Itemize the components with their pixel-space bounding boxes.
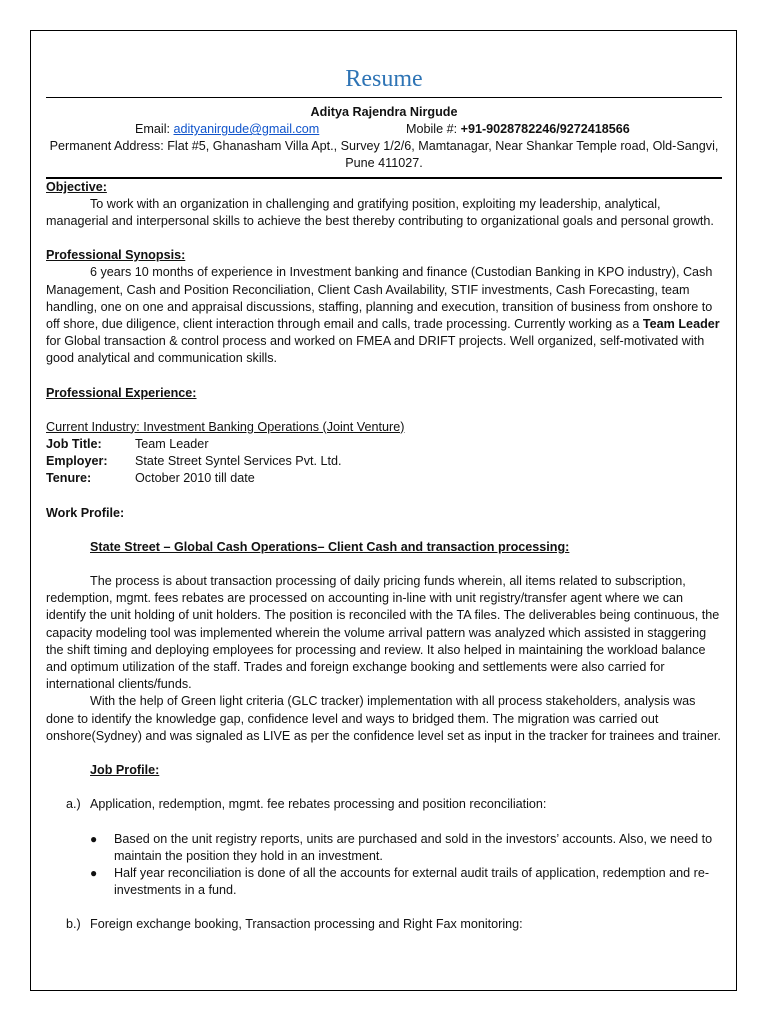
work-profile-paragraph-1: The process is about transaction processing of daily pricing funds wherein, all items related to subscription, redemption, mgmt. fees rebates are processed on accounting in-line with unit registry/transfer agent where we can identify the unit holding of unit holders. The position is reconciled with the TA files. The deliverables being continuous, the capacity modeling tool was implemented wherein the volume arrival pattern was analyzed which assisted in staggering the shift timing and deploying employees for processing and review. It also helped in maintaining the workload balance and optimum utilization of the staff. Trades and foreign exchange booking and settlements were also carried for international clients/funds. <box>46 574 720 692</box>
email-label: Email: <box>135 122 174 137</box>
email-link[interactable]: adityanirgude@gmail.com <box>173 122 320 137</box>
work-profile-heading: Work Profile: <box>46 505 125 520</box>
mobile-number: +91-9028782246/9272418566 <box>460 122 630 137</box>
mobile-block <box>406 121 630 138</box>
synopsis-heading: Professional Synopsis: <box>46 248 186 263</box>
mobile-label: Mobile #: <box>406 122 461 137</box>
job-title-label: Job Title: <box>46 437 102 452</box>
current-industry: Current Industry: Investment Banking Operations (Joint Venture) <box>46 419 405 434</box>
job-title-row <box>46 436 722 453</box>
tenure-label: Tenure: <box>46 471 92 486</box>
employer-value: State Street Syntel Services Pvt. Ltd. <box>135 454 342 469</box>
title-divider <box>46 97 722 98</box>
resume-document <box>46 64 722 934</box>
contact-line <box>46 121 722 138</box>
employer-label: Employer: <box>46 454 108 469</box>
objective-heading: Objective: <box>46 179 107 194</box>
item-b-marker: b.) <box>66 917 81 932</box>
synopsis-text <box>46 264 722 367</box>
item-a-marker: a.) <box>66 797 81 812</box>
bullet-text: Half year reconciliation is done of all the accounts for external audit trails of application, redemption and re-investments in a fund. <box>114 865 710 898</box>
bullet-icon: ● <box>90 831 98 846</box>
tenure-row <box>46 470 722 487</box>
job-title-value: Team Leader <box>135 437 209 452</box>
synopsis-role-highlight: Team Leader <box>642 317 720 332</box>
page-title: Resume <box>345 66 423 92</box>
tenure-value: October 2010 till date <box>135 471 255 486</box>
job-profile-item-a <box>66 796 722 813</box>
objective-text: To work with an organization in challenging and gratifying position, exploiting my leadership, analytical, managerial and interpersonal skills to achieve the best thereby contributing to organizational goals and personal growth. <box>46 196 714 229</box>
job-profile-heading: Job Profile: <box>90 763 160 778</box>
candidate-name: Aditya Rajendra Nirgude <box>310 105 458 119</box>
address-line-2: Pune 411027. <box>345 156 423 171</box>
work-profile-paragraph-2: With the help of Green light criteria (GLC tracker) implementation with all process stakeholders, analysis was done to identify the knowledge gap, confidence level and ways to bridged them. The migration was carried out onshore(Sydney) and was signaled as LIVE as per the confidence level set as input in the tracker for trainees and trainer. <box>46 694 721 743</box>
list-item <box>90 831 722 865</box>
job-profile-item-b <box>66 916 722 933</box>
employer-row <box>46 453 722 470</box>
item-a-text: Application, redemption, mgmt. fee rebates processing and position reconciliation: <box>90 797 547 812</box>
list-item <box>90 865 722 899</box>
synopsis-text-part-1: 6 years 10 months of experience in Investment banking and finance (Custodian Banking in KPO industry), Cash Management, Cash and Position Reconciliation, Client Cash Availability, STIF investments, Cash Forecasting, team handling, one on one and appraisal discussions, staffing, planning and execution, transition of business from onshore to off shore, due diligence, client interaction through email and calls, trade processing. Currently working as a <box>46 265 713 332</box>
synopsis-text-part-2: for Global transaction & control process and worked on FMEA and DRIFT projects. Well organized, self-motivated with good analytical and communication skills. <box>46 334 705 366</box>
experience-heading: Professional Experience: <box>46 385 197 400</box>
email-block <box>135 121 319 138</box>
item-b-text: Foreign exchange booking, Transaction processing and Right Fax monitoring: <box>90 917 523 932</box>
project-title: State Street – Global Cash Operations– Client Cash and transaction processing: <box>90 539 570 554</box>
bullet-text: Based on the unit registry reports, units are purchased and sold in the investors’ accounts. Also, we need to maintain the position they hold in an investment. <box>114 831 713 863</box>
bullet-icon: ● <box>90 865 98 880</box>
address-line-1: Permanent Address: Flat #5, Ghanasham Villa Apt., Survey 1/2/6, Mamtanagar, Near Shankar Temple road, Old-Sangvi, <box>49 139 719 154</box>
